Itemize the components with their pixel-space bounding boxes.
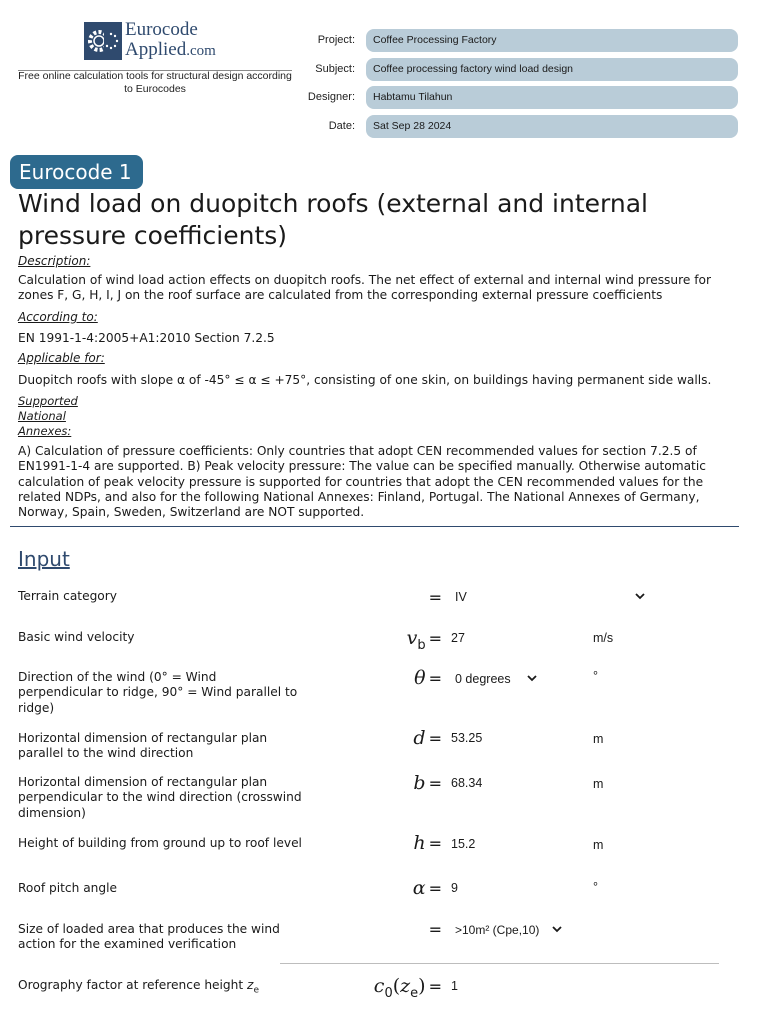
logo[interactable] [84, 20, 216, 61]
meta-row-designer [290, 86, 740, 108]
symbol-terrain-category: = [428, 588, 442, 607]
description-text: Calculation of wind load action effects on duopitch roofs. The net effect of external and internal wind pressure for zones F, G, H, I, J on the roof surface are calculated from the corresponding external pressure coefficients [18, 273, 712, 303]
label-height-h: Height of building from ground up to roof level [18, 836, 302, 850]
input-heading: Input [18, 547, 70, 571]
label-terrain-category: Terrain category [18, 589, 117, 603]
orography-factor-input[interactable]: 1 [451, 979, 458, 993]
according-text: EN 1991-1-4:2005+A1:2010 Section 7.2.5 [18, 331, 275, 345]
date-field[interactable]: Sat Sep 28 2024 [366, 115, 738, 138]
chevron-down-icon[interactable] [527, 675, 537, 682]
label-loaded-area: Size of loaded area that produces the wind action for the examined verification [18, 922, 280, 952]
unit-roof-pitch: ° [593, 880, 598, 894]
description-label: Description: [18, 254, 91, 268]
meta-label-designer: Designer: [307, 91, 355, 103]
meta-row-date [290, 115, 740, 137]
label-dimension-b: Horizontal dimension of rectangular plan perpendicular to the wind direction (crosswind dimension) [18, 775, 302, 820]
wind-direction-select[interactable]: 0 degrees [455, 672, 511, 686]
unit-dimension-b: m [593, 777, 604, 791]
symbol-theta: θ = [414, 667, 442, 689]
designer-field[interactable]: Habtamu Tilahun [366, 86, 738, 109]
symbol-vb: $v_b$ = [406, 627, 442, 653]
unit-dimension-d: m [593, 732, 604, 746]
meta-row-subject [290, 58, 740, 80]
meta-label-project: Project: [317, 34, 355, 46]
section-divider [10, 526, 739, 527]
meta-label-date: Date: [328, 120, 355, 132]
symbol-b: b = [413, 772, 442, 794]
meta-row-project [290, 29, 740, 51]
according-label: According to: [18, 310, 98, 324]
subject-field[interactable]: Coffee processing factory wind load design [366, 58, 738, 81]
label-orography-factor: Orography factor at reference height $z_e$ [18, 978, 259, 996]
eurocode-badge: Eurocode 1 [10, 155, 143, 189]
height-h-input[interactable]: 15.2 [451, 837, 476, 851]
page-title: Wind load on duopitch roofs (external and internal pressure coefficients) [18, 189, 648, 250]
logo-line-applied: Applied.com [125, 39, 216, 60]
applicable-text: Duopitch roofs with slope α of -45° ≤ α ≤ +75°, consisting of one skin, on buildings having permanent side walls. [18, 373, 712, 387]
symbol-loaded-area: = [428, 920, 442, 939]
basic-wind-velocity-input[interactable]: 27 [451, 631, 465, 645]
project-field[interactable]: Coffee Processing Factory [366, 29, 738, 52]
symbol-c0-ze: $c_0(z_e)$ = [373, 975, 442, 1001]
label-roof-pitch: Roof pitch angle [18, 881, 118, 895]
symbol-d: d = [413, 727, 442, 749]
label-dimension-d: Horizontal dimension of rectangular plan parallel to the wind direction [18, 731, 268, 761]
symbol-h: h = [413, 832, 442, 854]
dimension-b-input[interactable]: 68.34 [451, 776, 483, 790]
roof-pitch-input[interactable]: 9 [451, 881, 458, 895]
logo-line-eurocode: Eurocode [125, 19, 198, 40]
meta-label-subject: Subject: [315, 63, 355, 75]
chevron-down-icon[interactable] [635, 593, 645, 600]
applicable-label: Applicable for: [18, 351, 105, 365]
label-basic-wind-velocity: Basic wind velocity [18, 630, 135, 644]
annex-text: A) Calculation of pressure coefficients: Only countries that adopt CEN recommended values for section 7.2.5 of EN1991-1-4 are supported. B) Peak velocity pressure: The value can be specified manually. Otherwise automatic calculation of peak velocity pressure is supported for countries that adopt the CEN recommended values for the related NDPs, and also for the following National Annexes: Finland, Portugal. The National Annexes of Germany, Norway, Spain, Sweden, Switzerland are NOT supported. [18, 444, 706, 520]
loaded-area-select[interactable]: >10m² (Cpe,10) [455, 923, 540, 937]
unit-wind-direction: ° [593, 669, 598, 683]
chevron-down-icon[interactable] [552, 926, 562, 933]
symbol-alpha: α = [412, 877, 442, 899]
dimension-d-input[interactable]: 53.25 [451, 731, 483, 745]
unit-basic-wind-velocity: m/s [593, 631, 614, 645]
annex-label: Supported National Annexes: [18, 394, 78, 438]
label-wind-direction: Direction of the wind (0° = Wind perpendicular to ridge, 90° = Wind parallel to ridge) [18, 670, 298, 715]
input-divider [280, 963, 719, 964]
terrain-category-select[interactable]: IV [455, 590, 467, 604]
gear-logo-icon [84, 22, 122, 60]
tagline: Free online calculation tools for structural design according to Eurocodes [18, 70, 292, 95]
unit-height-h: m [593, 838, 604, 852]
